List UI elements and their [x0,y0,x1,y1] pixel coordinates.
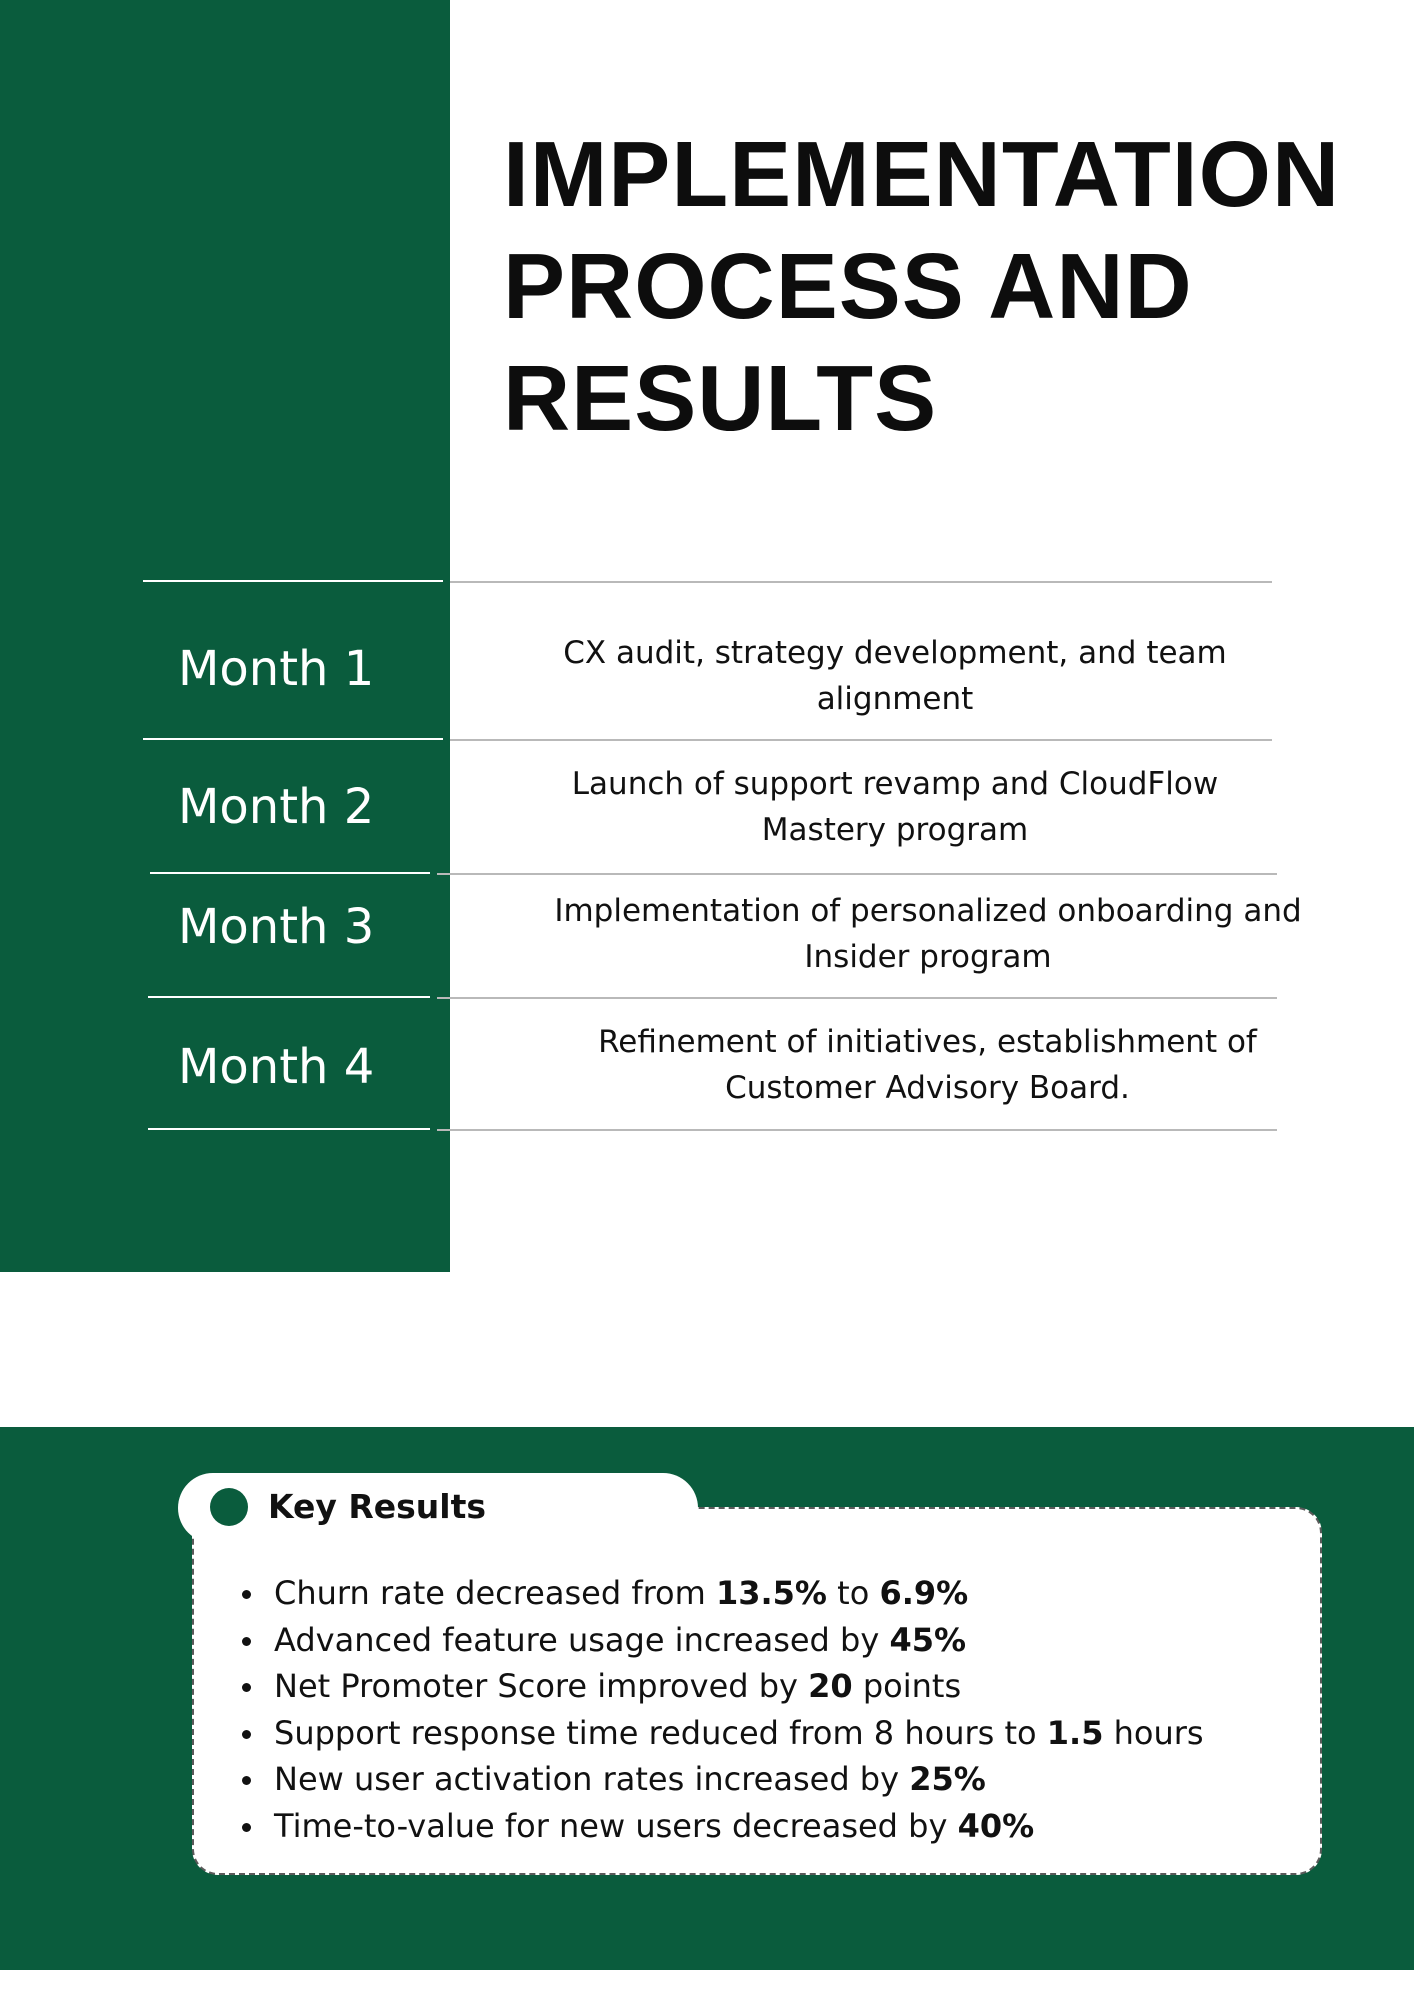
title-line-2: PROCESS AND [503,234,1193,338]
list-item: Churn rate decreased from 13.5% to 6.9% [236,1570,1204,1617]
timeline-divider [450,581,1272,583]
key-results-heading: Key Results [268,1487,487,1526]
list-item: Net Promoter Score improved by 20 points [236,1663,1204,1710]
timeline-divider [150,872,430,874]
timeline-divider [148,996,430,998]
timeline-month-4: Month 4 [178,1039,375,1095]
timeline-divider [437,997,1277,999]
timeline-month-1: Month 1 [178,641,375,697]
timeline-month-2: Month 2 [178,779,375,835]
list-item: Support response time reduced from 8 hours to 1.5 hours [236,1710,1204,1757]
bullet-dot-icon [210,1488,248,1526]
title-line-1: IMPLEMENTATION [503,122,1341,226]
timeline-divider [450,739,1272,741]
timeline-divider [437,873,1277,875]
timeline-divider [143,738,443,740]
timeline-description-1: CX audit, strategy development, and team alignment [563,635,1227,717]
timeline-month-3: Month 3 [178,899,375,955]
timeline-description-2: Launch of support revamp and CloudFlow Mastery program [571,766,1219,848]
timeline-description-4: Refinement of initiatives, establishment of Customer Advisory Board. [598,1024,1257,1106]
list-item: New user activation rates increased by 25% [236,1756,1204,1803]
list-item: Advanced feature usage increased by 45% [236,1617,1204,1664]
timeline-divider [437,1129,1277,1131]
page-title [503,118,1383,454]
title-line-3: RESULTS [503,346,938,450]
key-results-list [236,1570,1204,1849]
timeline-divider [148,1128,430,1130]
list-item: Time-to-value for new users decreased by 40% [236,1803,1204,1850]
timeline-divider [143,580,443,582]
timeline-description-3: Implementation of personalized onboarding and Insider program [554,893,1302,975]
